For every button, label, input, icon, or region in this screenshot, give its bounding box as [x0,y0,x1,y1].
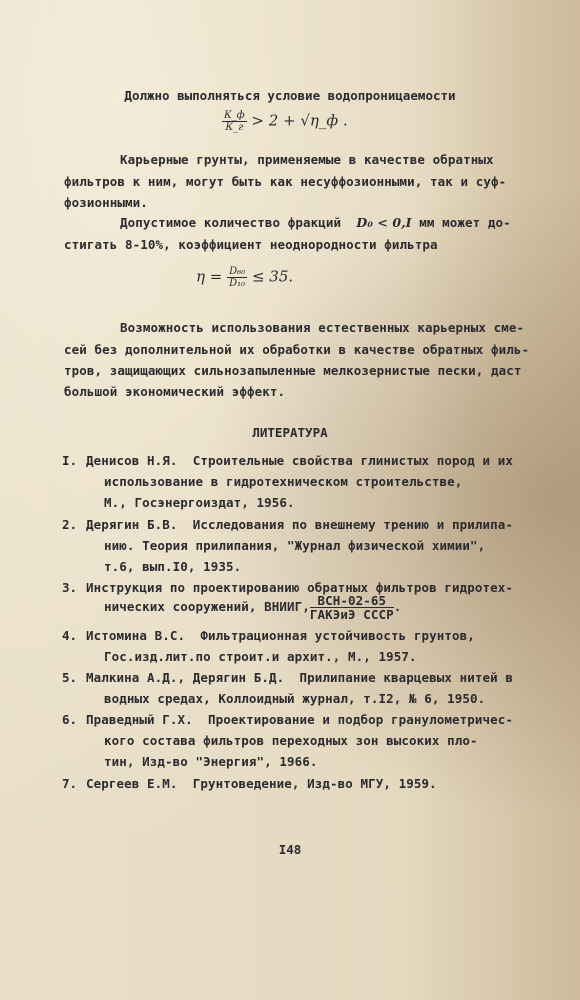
ref-2-line-1: Дерягин Б.В. Исследования по внешнему трению и прилипа- [86,517,514,532]
para2-line-2: стигать 8-10%, коэффициент неоднородности фильтра [64,237,438,252]
ref-5-line-1: Малкина А.Д., Дерягин Б.Д. Прилипание кварцевых нитей в [86,670,514,685]
ref-3-number: 3. [62,580,78,595]
ref-3-fraction [310,594,394,621]
formula2-fraction [227,266,247,289]
formula2-numerator: D₆₀ [229,266,246,277]
ref-3-line-1: Инструкция по проектированию обратных фильтров гидротех- [86,580,514,595]
ref-6-line-2: кого состава фильтров переходных зон высоких пло- [104,733,478,748]
ref-6-line-1: Праведный Г.Х. Проектирование и подбор гранулометричес- [86,712,514,727]
formula2-lhs: η = [196,267,223,286]
ref-4-line-1: Истомина В.С. Фильтрационная устойчивость грунтов, [86,628,475,643]
para1-line-2: фильтров к ним, могут быть как несуффозионными, так и суф- [64,174,507,189]
formula1-rest: > 2 + √η_ф . [251,111,348,130]
ref-5-number: 5. [62,670,78,685]
ref-3-fraction-bottom: ГАКЭиЭ СССР [309,607,394,622]
para1-line-3: фозионными. [64,195,148,210]
literature-heading: ЛИТЕРАТУРА [252,425,328,440]
para2-line1-text-b: мм может до- [419,215,511,230]
formula1-numerator: К_ф [224,110,245,121]
ref-6-line-3: тин, Изд-во "Энергия", 1966. [104,754,318,769]
ref-1-number: I. [62,453,78,468]
formula-nonuniformity [196,266,293,289]
ref-6-number: 6. [62,712,78,727]
para2-line-1 [120,215,511,230]
ref-7-line-1: Сергеев Е.М. Грунтоведение, Изд-во МГУ, 1959. [86,776,437,791]
para2-line1-symbol: D₀ < 0,I [356,215,412,230]
ref-1-line-2: использование в гидротехническом строительстве, [104,474,463,489]
ref-3-fraction-top: ВСН-02-65 [310,594,394,608]
formula1-denominator: К_г [225,122,244,133]
ref-5-line-2: водных средах, Коллоидный журнал, т.I2, № 6, 1950. [104,691,486,706]
para3-line-4: большой экономический эффект. [64,384,286,399]
intro-line: Должно выполняться условие водопроницаемости [124,88,456,103]
para3-line-2: сей без дополнительной их обработки в качестве обратных филь- [64,342,530,357]
para3-line-1: Возможность использования естественных карьерных сме- [120,320,525,335]
para2-line1-text-a: Допустимое количество фракций [120,215,342,230]
ref-2-line-3: т.6, вып.I0, 1935. [104,559,242,574]
formula-permeability [222,110,348,133]
page-number: I48 [278,842,302,857]
para1-line-1: Карьерные грунты, применяемые в качестве обратных [120,152,494,167]
ref-1-line-1: Денисов Н.Я. Строительные свойства глинистых пород и их [86,453,514,468]
ref-2-number: 2. [62,517,78,532]
ref-3-tail: . [393,599,402,614]
ref-3-line-2 [104,594,401,621]
ref-4-number: 4. [62,628,78,643]
formula2-denominator: D₁₀ [229,278,246,289]
formula1-fraction [222,110,247,133]
formula2-rhs: ≤ 35. [251,267,294,286]
ref-2-line-2: нию. Теория прилипания, "Журнал физической химии", [104,538,486,553]
ref-1-line-3: М., Госэнергоиздат, 1956. [104,495,295,510]
ref-4-line-2: Гос.изд.лит.по строит.и архит., М., 1957. [104,649,417,664]
para3-line-3: тров, защищающих сильнозапыленные мелкозернистые пески, даст [64,363,522,378]
ref-7-number: 7. [62,776,78,791]
ref-3-line-2-text: нических сооружений, ВНИИГ, [104,599,310,614]
